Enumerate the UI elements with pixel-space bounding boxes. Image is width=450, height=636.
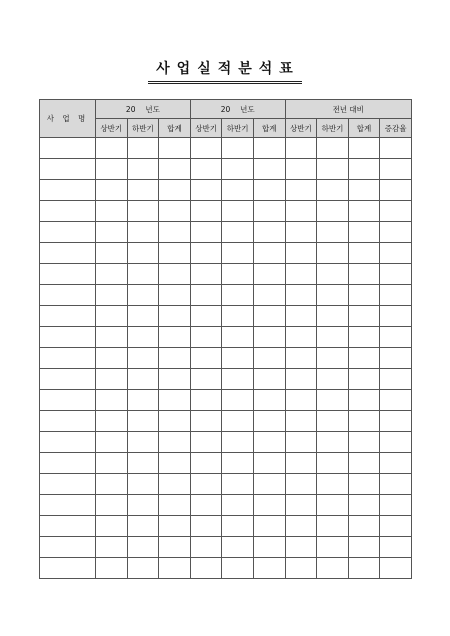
- table-cell[interactable]: [380, 264, 412, 285]
- table-cell[interactable]: [253, 369, 285, 390]
- table-cell[interactable]: [40, 432, 96, 453]
- table-cell[interactable]: [380, 369, 412, 390]
- table-cell[interactable]: [317, 474, 349, 495]
- table-cell[interactable]: [348, 369, 380, 390]
- table-cell[interactable]: [317, 432, 349, 453]
- table-cell[interactable]: [348, 348, 380, 369]
- table-cell[interactable]: [40, 390, 96, 411]
- table-cell[interactable]: [159, 495, 191, 516]
- table-cell[interactable]: [222, 411, 254, 432]
- table-cell[interactable]: [222, 159, 254, 180]
- table-cell[interactable]: [127, 495, 159, 516]
- table-cell[interactable]: [253, 138, 285, 159]
- table-row: [40, 264, 412, 285]
- table-cell[interactable]: [285, 453, 317, 474]
- table-cell[interactable]: [380, 432, 412, 453]
- table-row: [40, 348, 412, 369]
- table-cell[interactable]: [380, 306, 412, 327]
- table-cell[interactable]: [190, 264, 222, 285]
- table-cell[interactable]: [380, 138, 412, 159]
- table-cell[interactable]: [127, 201, 159, 222]
- table-cell[interactable]: [190, 495, 222, 516]
- table-cell[interactable]: [253, 474, 285, 495]
- table-cell[interactable]: [96, 537, 128, 558]
- table-cell[interactable]: [380, 159, 412, 180]
- table-cell[interactable]: [40, 495, 96, 516]
- table-cell[interactable]: [190, 432, 222, 453]
- table-cell[interactable]: [317, 180, 349, 201]
- table-cell[interactable]: [380, 558, 412, 579]
- table-cell[interactable]: [127, 453, 159, 474]
- table-cell[interactable]: [285, 243, 317, 264]
- table-cell[interactable]: [348, 264, 380, 285]
- table-cell[interactable]: [159, 432, 191, 453]
- table-cell[interactable]: [380, 285, 412, 306]
- table-cell[interactable]: [253, 390, 285, 411]
- table-cell[interactable]: [285, 180, 317, 201]
- table-cell[interactable]: [285, 537, 317, 558]
- table-cell[interactable]: [380, 201, 412, 222]
- table-cell[interactable]: [348, 390, 380, 411]
- table-cell[interactable]: [380, 180, 412, 201]
- table-cell[interactable]: [317, 390, 349, 411]
- table-row: [40, 306, 412, 327]
- table-cell[interactable]: [159, 474, 191, 495]
- table-cell[interactable]: [253, 264, 285, 285]
- table-cell[interactable]: [190, 348, 222, 369]
- table-cell[interactable]: [222, 327, 254, 348]
- sub-header: 상반기: [285, 119, 317, 138]
- table-cell[interactable]: [159, 159, 191, 180]
- table-cell[interactable]: [159, 180, 191, 201]
- table-cell[interactable]: [40, 537, 96, 558]
- table-cell[interactable]: [222, 264, 254, 285]
- table-cell[interactable]: [348, 453, 380, 474]
- table-cell[interactable]: [159, 285, 191, 306]
- table-cell[interactable]: [190, 285, 222, 306]
- sub-header: 상반기: [96, 119, 128, 138]
- table-cell[interactable]: [317, 159, 349, 180]
- table-cell[interactable]: [96, 495, 128, 516]
- table-cell[interactable]: [222, 138, 254, 159]
- table-cell[interactable]: [222, 453, 254, 474]
- table-cell[interactable]: [190, 201, 222, 222]
- table-header: [40, 100, 412, 138]
- table-cell[interactable]: [222, 474, 254, 495]
- table-cell[interactable]: [190, 558, 222, 579]
- table-cell[interactable]: [253, 306, 285, 327]
- table-cell[interactable]: [348, 558, 380, 579]
- page-title: 사업실적분석표: [148, 58, 302, 84]
- table-cell[interactable]: [190, 138, 222, 159]
- table-cell[interactable]: [380, 222, 412, 243]
- table-cell[interactable]: [222, 285, 254, 306]
- table-cell[interactable]: [253, 516, 285, 537]
- table-cell[interactable]: [222, 201, 254, 222]
- table-cell[interactable]: [159, 243, 191, 264]
- table-cell[interactable]: [285, 138, 317, 159]
- table-cell[interactable]: [190, 516, 222, 537]
- table-cell[interactable]: [253, 453, 285, 474]
- table-cell[interactable]: [159, 201, 191, 222]
- table-cell[interactable]: [317, 201, 349, 222]
- table-cell[interactable]: [380, 453, 412, 474]
- table-cell[interactable]: [285, 159, 317, 180]
- table-cell[interactable]: [127, 180, 159, 201]
- table-cell[interactable]: [127, 222, 159, 243]
- table-cell[interactable]: [380, 516, 412, 537]
- table-cell[interactable]: [285, 432, 317, 453]
- table-cell[interactable]: [40, 369, 96, 390]
- table-cell[interactable]: [40, 159, 96, 180]
- performance-table: [39, 99, 412, 579]
- table-cell[interactable]: [253, 222, 285, 243]
- table-cell[interactable]: [96, 243, 128, 264]
- table-cell[interactable]: [253, 432, 285, 453]
- table-cell[interactable]: [222, 348, 254, 369]
- table-cell[interactable]: [222, 222, 254, 243]
- table-cell[interactable]: [159, 306, 191, 327]
- table-cell[interactable]: [285, 558, 317, 579]
- table-cell[interactable]: [40, 243, 96, 264]
- table-cell[interactable]: [285, 495, 317, 516]
- table-cell[interactable]: [222, 306, 254, 327]
- table-cell[interactable]: [253, 201, 285, 222]
- table-row: [40, 432, 412, 453]
- table-cell[interactable]: [190, 537, 222, 558]
- table-cell[interactable]: [380, 390, 412, 411]
- table-cell[interactable]: [96, 348, 128, 369]
- table-cell[interactable]: [317, 306, 349, 327]
- table-cell[interactable]: [40, 180, 96, 201]
- table-cell[interactable]: [96, 222, 128, 243]
- table-cell[interactable]: [285, 411, 317, 432]
- table-cell[interactable]: [127, 159, 159, 180]
- table-cell[interactable]: [253, 537, 285, 558]
- title-wrap: [0, 58, 450, 84]
- table-cell[interactable]: [253, 243, 285, 264]
- table-cell[interactable]: [190, 222, 222, 243]
- table-cell[interactable]: [40, 222, 96, 243]
- table-cell[interactable]: [40, 516, 96, 537]
- table-cell[interactable]: [285, 285, 317, 306]
- year-header-2: 20 년도: [190, 100, 285, 119]
- table-row: [40, 516, 412, 537]
- table-cell[interactable]: [222, 558, 254, 579]
- table-cell[interactable]: [380, 327, 412, 348]
- table-cell[interactable]: [159, 390, 191, 411]
- table-cell[interactable]: [317, 516, 349, 537]
- table-cell[interactable]: [317, 285, 349, 306]
- table-cell[interactable]: [127, 327, 159, 348]
- business-name-header: 사 업 명: [40, 100, 96, 138]
- table-cell[interactable]: [96, 159, 128, 180]
- table-cell[interactable]: [159, 453, 191, 474]
- table-cell[interactable]: [96, 264, 128, 285]
- table-cell[interactable]: [96, 474, 128, 495]
- comparison-header: 전년 대비: [285, 100, 411, 119]
- table-cell[interactable]: [253, 180, 285, 201]
- table-cell[interactable]: [40, 201, 96, 222]
- table-cell[interactable]: [253, 327, 285, 348]
- table-cell[interactable]: [285, 474, 317, 495]
- table-body: [40, 138, 412, 579]
- table-cell[interactable]: [190, 243, 222, 264]
- sub-header: 합계: [253, 119, 285, 138]
- table-cell[interactable]: [127, 474, 159, 495]
- table-cell[interactable]: [190, 453, 222, 474]
- table-cell[interactable]: [159, 264, 191, 285]
- table-cell[interactable]: [317, 495, 349, 516]
- table-cell[interactable]: [96, 453, 128, 474]
- table-cell[interactable]: [253, 495, 285, 516]
- table-cell[interactable]: [159, 411, 191, 432]
- table-cell[interactable]: [317, 243, 349, 264]
- table-cell[interactable]: [159, 558, 191, 579]
- table-cell[interactable]: [285, 306, 317, 327]
- table-cell[interactable]: [96, 306, 128, 327]
- sub-header: 상반기: [190, 119, 222, 138]
- table-cell[interactable]: [222, 432, 254, 453]
- table-cell[interactable]: [40, 558, 96, 579]
- table-cell[interactable]: [285, 264, 317, 285]
- year-header-1: 20 년도: [96, 100, 191, 119]
- table-cell[interactable]: [96, 180, 128, 201]
- table-cell[interactable]: [348, 411, 380, 432]
- table-cell[interactable]: [253, 411, 285, 432]
- table-cell[interactable]: [127, 306, 159, 327]
- table-cell[interactable]: [96, 285, 128, 306]
- table-row: [40, 558, 412, 579]
- table-row: [40, 180, 412, 201]
- table-cell[interactable]: [285, 327, 317, 348]
- table-cell[interactable]: [285, 201, 317, 222]
- table-cell[interactable]: [127, 264, 159, 285]
- table-cell[interactable]: [348, 495, 380, 516]
- table-cell[interactable]: [159, 327, 191, 348]
- table-row: [40, 537, 412, 558]
- table-cell[interactable]: [96, 411, 128, 432]
- table-cell[interactable]: [285, 516, 317, 537]
- table-cell[interactable]: [127, 285, 159, 306]
- table-cell[interactable]: [127, 537, 159, 558]
- table-cell[interactable]: [317, 222, 349, 243]
- table-cell[interactable]: [348, 432, 380, 453]
- table-cell[interactable]: [317, 411, 349, 432]
- table-cell[interactable]: [317, 453, 349, 474]
- table-row: [40, 453, 412, 474]
- table-cell[interactable]: [380, 243, 412, 264]
- sub-header: 합계: [348, 119, 380, 138]
- table-cell[interactable]: [348, 516, 380, 537]
- table-cell[interactable]: [222, 369, 254, 390]
- table-cell[interactable]: [40, 453, 96, 474]
- table-cell[interactable]: [40, 327, 96, 348]
- table-cell[interactable]: [348, 138, 380, 159]
- sub-header: 하반기: [222, 119, 254, 138]
- table-row: [40, 390, 412, 411]
- table-row: [40, 411, 412, 432]
- table-row: [40, 369, 412, 390]
- table-cell[interactable]: [127, 411, 159, 432]
- table-cell[interactable]: [253, 348, 285, 369]
- table-cell[interactable]: [40, 264, 96, 285]
- table-row: [40, 474, 412, 495]
- table-row: [40, 327, 412, 348]
- table-cell[interactable]: [380, 495, 412, 516]
- table-cell[interactable]: [40, 285, 96, 306]
- table-cell[interactable]: [40, 138, 96, 159]
- table-cell[interactable]: [40, 306, 96, 327]
- table-cell[interactable]: [253, 558, 285, 579]
- table-cell[interactable]: [348, 201, 380, 222]
- table-cell[interactable]: [317, 348, 349, 369]
- table-cell[interactable]: [190, 306, 222, 327]
- table-cell[interactable]: [253, 285, 285, 306]
- table-cell[interactable]: [348, 537, 380, 558]
- table-cell[interactable]: [127, 390, 159, 411]
- table-cell[interactable]: [285, 390, 317, 411]
- table-cell[interactable]: [190, 180, 222, 201]
- table-cell[interactable]: [253, 159, 285, 180]
- table-cell[interactable]: [96, 516, 128, 537]
- table-cell[interactable]: [159, 138, 191, 159]
- table-row: [40, 159, 412, 180]
- table-cell[interactable]: [159, 222, 191, 243]
- table-cell[interactable]: [159, 369, 191, 390]
- table-cell[interactable]: [159, 537, 191, 558]
- table-cell[interactable]: [127, 558, 159, 579]
- table-cell[interactable]: [380, 474, 412, 495]
- table-cell[interactable]: [348, 474, 380, 495]
- table-cell[interactable]: [190, 327, 222, 348]
- table-cell[interactable]: [159, 348, 191, 369]
- table-cell[interactable]: [222, 495, 254, 516]
- table-cell[interactable]: [96, 327, 128, 348]
- table-cell[interactable]: [348, 159, 380, 180]
- table-cell[interactable]: [317, 264, 349, 285]
- table-cell[interactable]: [190, 474, 222, 495]
- table-row: [40, 285, 412, 306]
- header-row-2: [40, 119, 412, 138]
- table-cell[interactable]: [127, 369, 159, 390]
- table-cell[interactable]: [127, 516, 159, 537]
- table-cell[interactable]: [40, 348, 96, 369]
- sub-header: 합계: [159, 119, 191, 138]
- table-cell[interactable]: [190, 411, 222, 432]
- table-cell[interactable]: [40, 411, 96, 432]
- table-cell[interactable]: [285, 369, 317, 390]
- table-row: [40, 243, 412, 264]
- table-cell[interactable]: [127, 432, 159, 453]
- table-cell[interactable]: [159, 516, 191, 537]
- table-cell[interactable]: [40, 474, 96, 495]
- table-cell[interactable]: [96, 558, 128, 579]
- table-cell[interactable]: [348, 243, 380, 264]
- table-row: [40, 222, 412, 243]
- sub-header: 하반기: [317, 119, 349, 138]
- table-cell[interactable]: [190, 390, 222, 411]
- table-row: [40, 201, 412, 222]
- table-cell[interactable]: [222, 180, 254, 201]
- table-cell[interactable]: [127, 138, 159, 159]
- table-cell[interactable]: [127, 348, 159, 369]
- table-cell[interactable]: [96, 138, 128, 159]
- table-cell[interactable]: [222, 537, 254, 558]
- table-cell[interactable]: [285, 222, 317, 243]
- table-cell[interactable]: [348, 306, 380, 327]
- table-cell[interactable]: [348, 222, 380, 243]
- table-cell[interactable]: [317, 138, 349, 159]
- table-cell[interactable]: [222, 390, 254, 411]
- table-cell[interactable]: [96, 390, 128, 411]
- table-cell[interactable]: [317, 327, 349, 348]
- table-cell[interactable]: [222, 243, 254, 264]
- table-cell[interactable]: [222, 516, 254, 537]
- header-row-1: [40, 100, 412, 119]
- table-cell[interactable]: [317, 558, 349, 579]
- table-cell[interactable]: [380, 411, 412, 432]
- table-row: [40, 138, 412, 159]
- table-row: [40, 495, 412, 516]
- table-cell[interactable]: [190, 159, 222, 180]
- table-cell[interactable]: [96, 432, 128, 453]
- table-cell[interactable]: [190, 369, 222, 390]
- table-cell[interactable]: [317, 537, 349, 558]
- table-cell[interactable]: [380, 537, 412, 558]
- table-cell[interactable]: [380, 348, 412, 369]
- table-cell[interactable]: [127, 243, 159, 264]
- table-cell[interactable]: [96, 201, 128, 222]
- table-cell[interactable]: [348, 327, 380, 348]
- sub-header: 하반기: [127, 119, 159, 138]
- table-cell[interactable]: [285, 348, 317, 369]
- table-cell[interactable]: [96, 369, 128, 390]
- table-cell[interactable]: [317, 369, 349, 390]
- table-cell[interactable]: [348, 285, 380, 306]
- sub-header: 증감율: [380, 119, 412, 138]
- table-cell[interactable]: [348, 180, 380, 201]
